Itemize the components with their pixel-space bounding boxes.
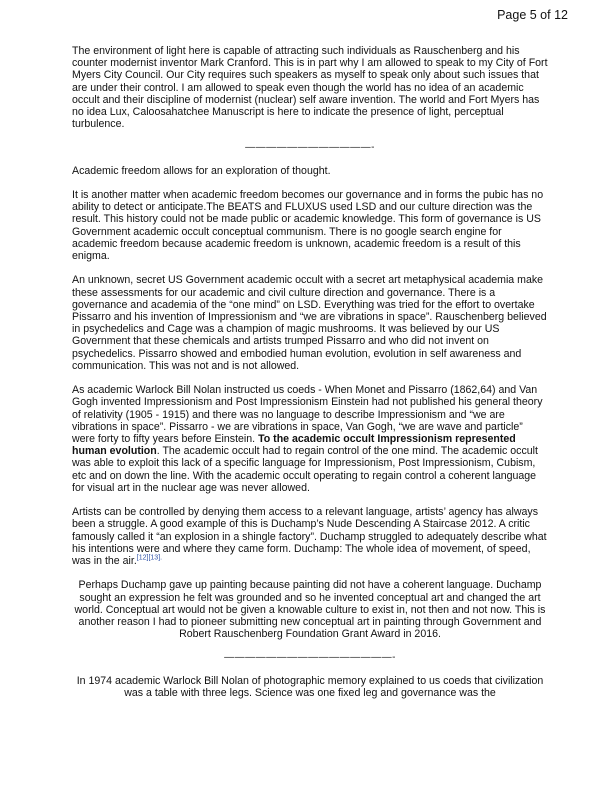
paragraph-light-environment: The environment of light here is capable of attracting such individuals as Rauschenberg and his counter modernist inventor Mark Cranford. This is in part why I am allowed to speak to my City of Fort Myers City Council. Our City requires such speakers as myself to speak only about such issues that are under their control. I am allowed to speak even though the world has no idea of an academic occult and their discipline of modernist (nuclear) self aware invention. The world and Fort Myers has no idea Lux, Caloosahatchee Manuscript is here to indicate the presence of light, perceptual turbulence. [72, 45, 548, 131]
bold-statement: To the academic occult Impressionism represented human evolution [72, 433, 516, 458]
document-body [72, 45, 548, 711]
paragraph-academic-freedom: Academic freedom allows for an exploration of thought. [72, 164, 331, 177]
page-number: Page 5 of 12 [497, 8, 568, 22]
section-separator: ————————————- [245, 141, 375, 153]
footnote-reference-link[interactable]: [12][13]. [136, 554, 163, 562]
paragraph-duchamp [72, 506, 548, 567]
paragraph-governance: It is another matter when academic freedom becomes our governance and in forms the pubic has no ability to detect or anticipate.The BEATS and FLUXUS used LSD and our culture direction was the result. This history could not be made public or academic knowledge. This form of governance is US Government academic occult conceptual communism. There is no google search engine for academic freedom because academic freedom is unknown, academic freedom is a result of this enigma. [72, 189, 544, 263]
paragraph-impressionism [72, 384, 548, 494]
paragraph-conceptual-art: Perhaps Duchamp gave up painting because painting did not have a coherent language. Duchamp sought an expression he felt was grounded and so he invented conceptual art and changed the art world. Conceptual art would not be given a knowable culture to exist in, not then and not now. This is another reason I had to pioneer submitting new conceptual art in painting through Government and Robert Rauschenberg Foundation Grant Award in 2016. [74, 579, 546, 641]
section-separator: ————————————————- [224, 651, 396, 663]
paragraph-text: As academic Warlock Bill Nolan instructed us coeds - When Monet and Pissarro (1862,64) and Van Gogh invented Impressionism and Post Impressionism Einstein had not published his general theory of relativity (1905 - 1915) and there was no language to describe Impressionism and “we are vibrations in space”. Pissarro - we are vibrations in space, Van Gogh, “we are wave and particle” were forty to fifty years before Einstein. [72, 384, 543, 446]
paragraph-text: Artists can be controlled by denying them access to a relevant language, artists’ agency has always been a struggle. A good example of this is Duchamp’s Nude Descending A Staircase 2012. A critic famously called it “an explosion in a shingle factory”. Duchamp struggled to adequately describe what his intentions were and where they came form. Duchamp: The whole idea of movement, of speed, was in the air. [72, 506, 547, 568]
paragraph-three-legs: In 1974 academic Warlock Bill Nolan of photographic memory explained to us coeds that civilization was a table with three legs. Science was one fixed leg and governance was the [76, 674, 544, 699]
paragraph-academic-occult: An unknown, secret US Government academic occult with a secret art metaphysical academia make these assessments for our academic and civil culture direction and governance. There is a governance and academia of the “one mind” on LSD. Everything was tried for the effort to overtake Pissarro and his invention of Impressionism and “we are vibrations in space”. Rauschenberg believed in psychedelics and Cage was a champion of magic mushrooms. It was believed by our US Government that these chemicals and artists trumped Pissarro and who did not invent on psychedelics. Pissarro showed and embodied human evolution, evolution in self awareness and communication. This was not and is not allowed. [72, 274, 547, 372]
paragraph-text: . The academic occult had to regain control of the one mind. The academic occult was able to exploit this lack of a specific language for Impressionism, Post Impressionism, Cubism, etc and on down the line. With the academic occult operating to regain control a coherent language for visual art in the nuclear age was never allowed. [72, 445, 538, 494]
